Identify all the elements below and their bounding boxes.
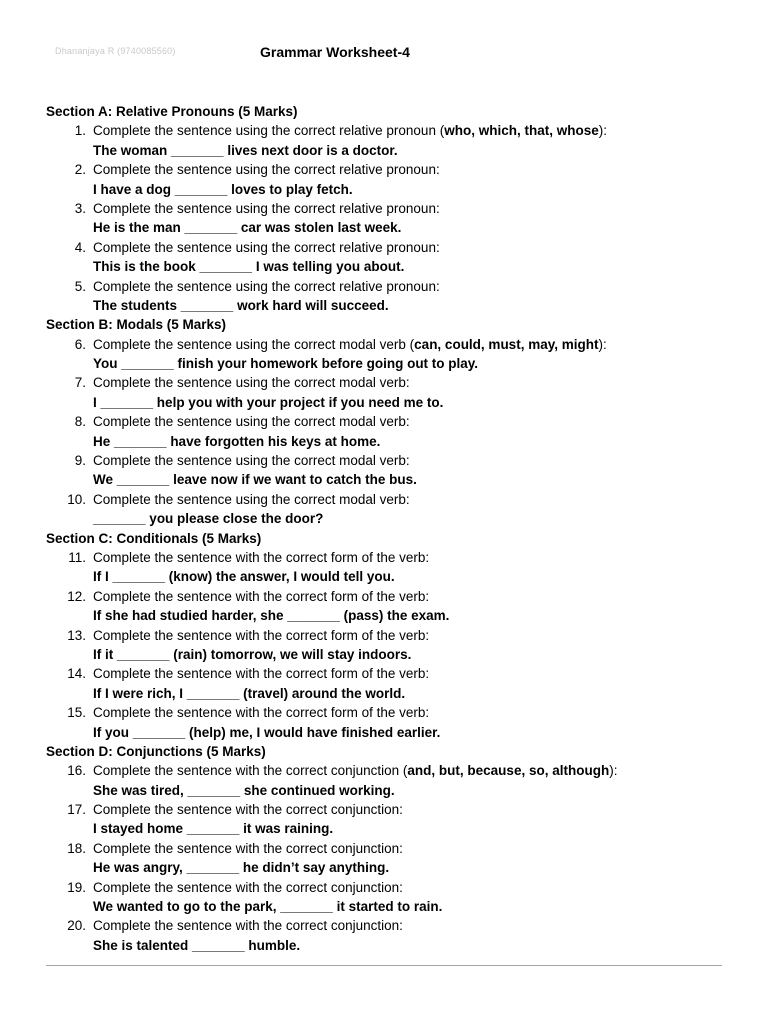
- question-item: [46, 490, 746, 529]
- question-item: [46, 800, 746, 839]
- question-item: [46, 121, 746, 160]
- question-item: [46, 626, 746, 665]
- instruction-text: Complete the sentence with the correct conjunction:: [93, 918, 403, 934]
- question-sentence: We wanted to go to the park, _______ it started to rain.: [93, 899, 443, 915]
- section-heading: Section A: Relative Pronouns (5 Marks): [46, 104, 298, 119]
- question-instruction: [46, 490, 746, 509]
- question-item: [46, 703, 746, 742]
- question-list: [46, 761, 746, 955]
- question-sentence: If it _______ (rain) tomorrow, we will stay indoors.: [93, 646, 412, 662]
- question-instruction: [46, 800, 746, 819]
- question-number: 15.: [67, 705, 86, 721]
- instruction-text: Complete the sentence using the correct modal verb:: [93, 375, 410, 391]
- section-heading: Section C: Conditionals (5 Marks): [46, 530, 262, 546]
- question-number: 11.: [68, 549, 86, 565]
- question-sentence: The woman _______ lives next door is a doctor.: [93, 142, 398, 158]
- instruction-text: Complete the sentence with the correct conjunction:: [93, 840, 403, 856]
- question-item: [46, 373, 746, 412]
- question-sentence: If she had studied harder, she _______ (pass) the exam.: [93, 608, 450, 624]
- question-instruction: [46, 664, 746, 683]
- question-number: 17.: [67, 802, 86, 818]
- question-item: [46, 199, 746, 238]
- section-heading: Section D: Conjunctions (5 Marks): [46, 743, 266, 759]
- question-sentence: She was tired, _______ she continued working.: [93, 782, 395, 798]
- instruction-text: Complete the sentence with the correct form of the verb:: [93, 627, 430, 643]
- question-item: [46, 587, 746, 626]
- question-instruction: [46, 412, 746, 431]
- question-item: [46, 277, 746, 316]
- question-instruction: [46, 703, 746, 722]
- question-instruction: [46, 626, 746, 645]
- question-sentence: He was angry, _______ he didn’t say anything.: [93, 860, 390, 876]
- page-title: Grammar Worksheet-4: [260, 44, 410, 60]
- instruction-text: Complete the sentence with the correct conjunction:: [93, 802, 403, 818]
- question-sentence: If I were rich, I _______ (travel) around the world.: [93, 685, 406, 701]
- question-instruction: [46, 160, 746, 179]
- question-sentence: You _______ finish your homework before going out to play.: [93, 356, 479, 372]
- instruction-text: Complete the sentence using the correct relative pronoun:: [93, 200, 440, 216]
- section-heading: Section B: Modals (5 Marks): [46, 317, 227, 333]
- worksheet-section: [46, 529, 746, 742]
- instruction-text: Complete the sentence using the correct modal verb:: [93, 491, 410, 507]
- question-sentence: The students _______ work hard will succeed.: [93, 297, 389, 313]
- question-item: [46, 335, 746, 374]
- question-item: [46, 412, 746, 451]
- question-number: 20.: [67, 918, 86, 934]
- instruction-text: Complete the sentence using the correct relative pronoun:: [93, 162, 440, 178]
- question-number: 9.: [74, 453, 86, 469]
- instruction-text: Complete the sentence with the correct conjunction (: [93, 763, 408, 779]
- instruction-text: Complete the sentence with the correct form of the verb:: [93, 666, 430, 682]
- question-instruction: [46, 916, 746, 935]
- question-number: 5.: [74, 278, 86, 294]
- question-sentence: We _______ leave now if we want to catch the bus.: [93, 472, 417, 488]
- question-instruction: [46, 121, 746, 140]
- question-sentence: She is talented _______ humble.: [93, 937, 301, 953]
- question-sentence: He _______ have forgotten his keys at home.: [93, 433, 381, 449]
- question-item: [46, 664, 746, 703]
- question-instruction: [46, 587, 746, 606]
- footer-divider: [46, 965, 722, 966]
- question-number: 12.: [67, 588, 86, 604]
- question-item: [46, 839, 746, 878]
- worksheet-section: [46, 315, 746, 528]
- question-list: [46, 548, 746, 742]
- question-number: 18.: [67, 840, 86, 856]
- question-instruction: [46, 761, 746, 780]
- question-sentence: This is the book _______ I was telling you about.: [93, 259, 405, 275]
- question-number: 6.: [74, 336, 86, 352]
- question-number: 7.: [74, 375, 86, 391]
- instruction-text: Complete the sentence with the correct form of the verb:: [93, 705, 430, 721]
- instruction-suffix: ):: [609, 763, 618, 779]
- question-sentence: If you _______ (help) me, I would have finished earlier.: [93, 724, 441, 740]
- question-instruction: [46, 839, 746, 858]
- instruction-text: Complete the sentence with the correct conjunction:: [93, 879, 403, 895]
- question-item: [46, 878, 746, 917]
- question-item: [46, 761, 746, 800]
- question-sentence: I stayed home _______ it was raining.: [93, 821, 334, 837]
- question-sentence: He is the man _______ car was stolen last week.: [93, 220, 402, 236]
- question-item: [46, 451, 746, 490]
- question-number: 3.: [74, 200, 86, 216]
- worksheet-section: [46, 102, 746, 315]
- instruction-suffix: ):: [598, 123, 607, 139]
- question-number: 14.: [67, 666, 86, 682]
- question-number: 13.: [67, 627, 86, 643]
- question-list: [46, 335, 746, 529]
- worksheet-section: [46, 742, 746, 955]
- instruction-text: Complete the sentence with the correct form of the verb:: [93, 588, 430, 604]
- instruction-text: Complete the sentence using the correct relative pronoun:: [93, 278, 440, 294]
- question-number: 19.: [67, 879, 86, 895]
- instruction-text: Complete the sentence using the correct modal verb (: [93, 336, 415, 352]
- question-instruction: [46, 238, 746, 257]
- question-list: [46, 121, 746, 315]
- question-instruction: [46, 451, 746, 470]
- question-number: 10.: [67, 491, 86, 507]
- question-number: 4.: [74, 239, 86, 255]
- question-item: [46, 916, 746, 955]
- answer-options: and, but, because, so, although: [407, 763, 610, 779]
- instruction-text: Complete the sentence using the correct relative pronoun:: [93, 239, 440, 255]
- question-instruction: [46, 373, 746, 392]
- author-watermark: Dhananjaya R (9740085560): [55, 46, 176, 56]
- question-sentence: I _______ help you with your project if you need me to.: [93, 394, 444, 410]
- worksheet-content: [46, 102, 746, 955]
- instruction-text: Complete the sentence using the correct relative pronoun (: [93, 123, 445, 139]
- question-number: 2.: [74, 162, 86, 178]
- question-instruction: [46, 548, 746, 567]
- question-number: 1.: [74, 123, 86, 139]
- question-instruction: [46, 277, 746, 296]
- question-number: 8.: [74, 414, 86, 430]
- answer-options: who, which, that, whose: [444, 123, 599, 139]
- instruction-text: Complete the sentence with the correct form of the verb:: [93, 549, 430, 565]
- question-item: [46, 238, 746, 277]
- question-sentence: _______ you please close the door?: [93, 511, 324, 527]
- instruction-text: Complete the sentence using the correct modal verb:: [93, 414, 410, 430]
- question-sentence: I have a dog _______ loves to play fetch.: [93, 181, 353, 197]
- question-item: [46, 548, 746, 587]
- question-instruction: [46, 878, 746, 897]
- question-number: 16.: [67, 763, 86, 779]
- question-item: [46, 160, 746, 199]
- question-sentence: If I _______ (know) the answer, I would tell you.: [93, 569, 395, 585]
- question-instruction: [46, 335, 746, 354]
- answer-options: can, could, must, may, might: [414, 336, 599, 352]
- instruction-suffix: ):: [598, 336, 607, 352]
- instruction-text: Complete the sentence using the correct modal verb:: [93, 453, 410, 469]
- question-instruction: [46, 199, 746, 218]
